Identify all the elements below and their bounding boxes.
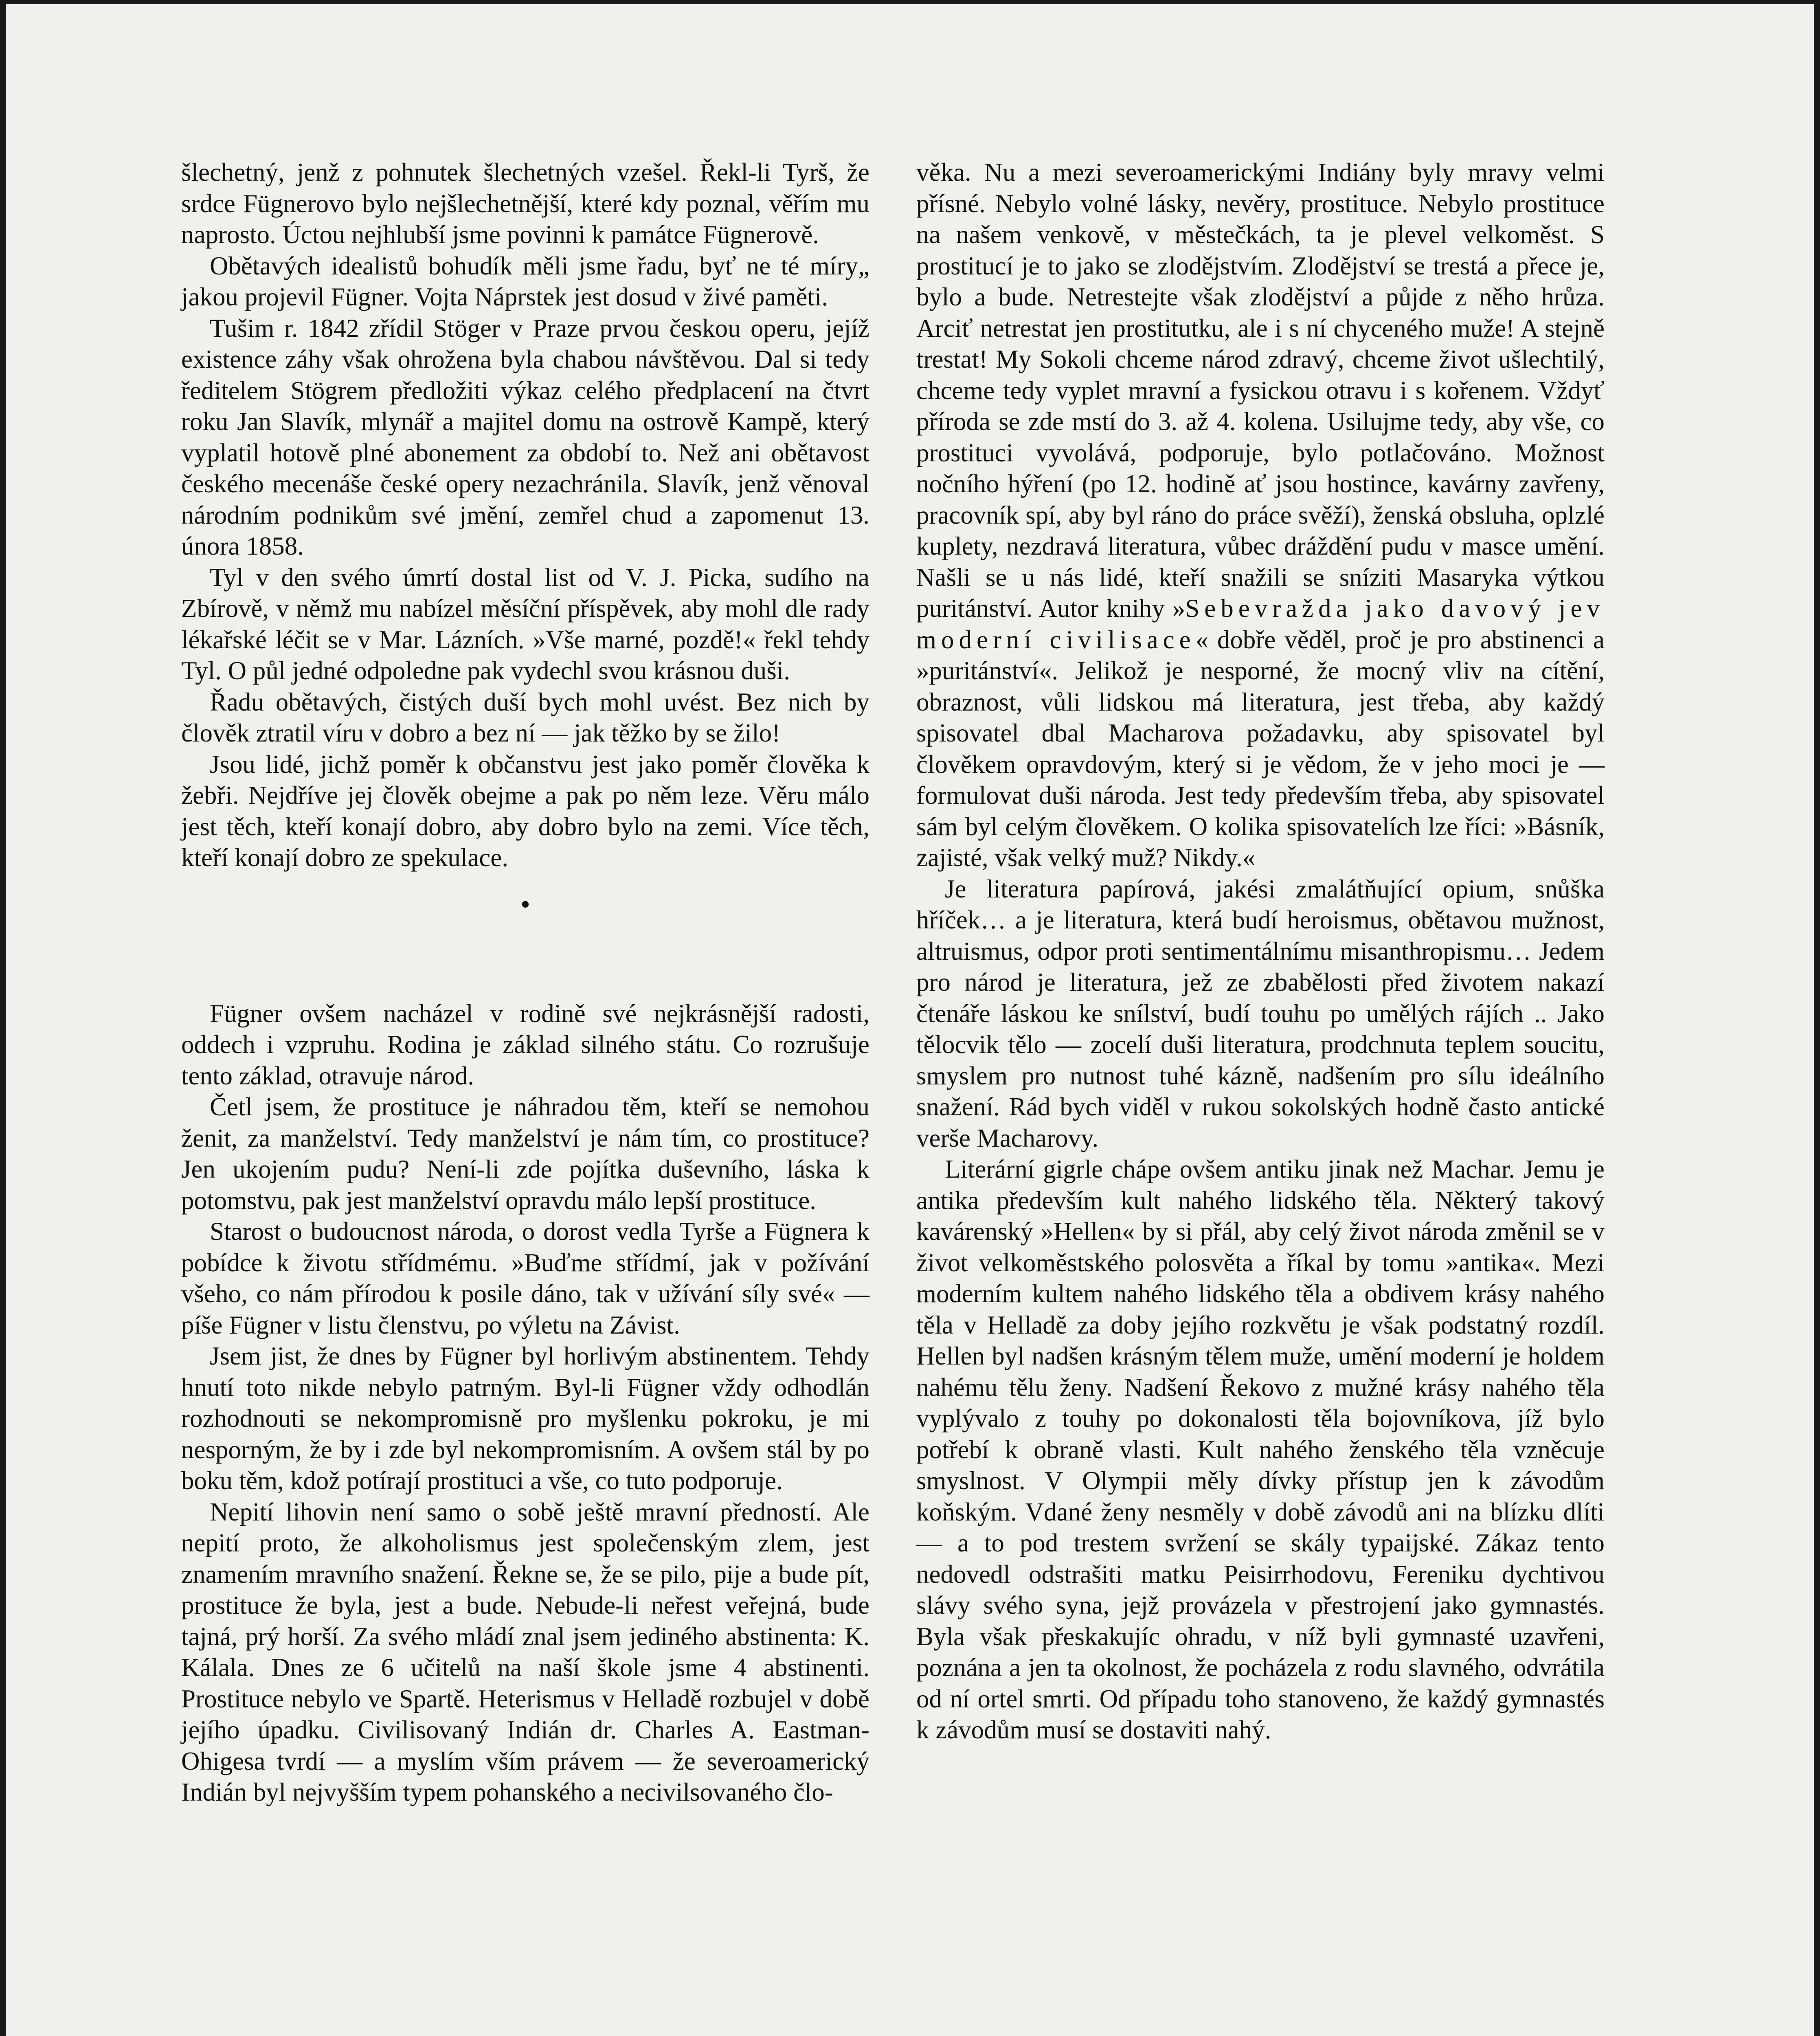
paragraph: Jsou lidé, jichž poměr k občanstvu jest jako poměr člověka k žebři. Nejdříve jej člověk obejme a pak po něm leze. Věru málo jest těch, kteří konají dobro, aby dobro bylo na zemi. Více těch, kteří konají dobro ze spekulace. (181, 750, 869, 872)
paragraph: Literární gigrle chápe ovšem antiku jinak než Machar. Jemu je antika především kult nahého lidského těla. Některý takový kavárenský »Hellen« by si přál, aby celý život národa změnil se v život velkoměstského polosvěta a říkal by tomu »antika«. Mezi moderním kultem nahého lidského těla a obdivem krásy nahého těla v Helladě za doby jejího rozkvětu je však podstatný rozdíl. Hellen byl nadšen krásným tělem muže, umění moderní je holdem nahému tělu ženy. Nadšení Řekovo z mužné krásy nahého těla vyplývalo z touhy po dokonalosti těla bojovníkova, jíž bylo potřebí k obraně vlasti. Kult nahého ženského těla vzněcuje smyslnost. V Olympii měly dívky přístup jen k závodům koňským. Vdané ženy nesměly v době závodů ani na blízku dlíti — a to pod trestem svržení se skály typaijské. Zákaz tento nedovedl odstrašiti matku Peisirrhodovu, Fereniku dychtivou slávy svého syna, jejž provázela v přestrojení jako gymnastés. Byla však přeskakujíc ohradu, v níž byli gymnasté uzavřeni, poznána a jen ta okolnost, že pocházela z rodu slavného, odvrátila od ní ortel smrti. Od případu toho stanoveno, že každý gymnastés k závodům musí se dostaviti nahý. (916, 1155, 1605, 1744)
paragraph: Starost o budoucnost národa, o dorost vedla Tyrše a Fügnera k pobídce k životu střídmému. »Buďme střídmí, jak v požívání všeho, co nám přírodou k posile dáno, tak v užívání síly své« — píše Fügner v listu členstvu, po výletu na Závist. (181, 1217, 869, 1339)
paragraph: Tyl v den svého úmrtí dostal list od V. J. Picka, sudího na Zbírově, v němž mu nabízel měsíční příspěvek, aby mohl dle rady lékařské léčit se v Mar. Lázních. »Vše marné, pozdě!« řekl tehdy Tyl. O půl jedné odpoledne pak vydechl svou krásnou duši. (181, 563, 869, 685)
paragraph (916, 157, 1605, 873)
paragraph: Tušim r. 1842 zřídil Stöger v Praze prvou českou operu, jejíž existence záhy však ohrožena byla chabou návštěvou. Dal si tedy ředitelem Stögrem předložiti výkaz celého předplacení na čtvrt roku Jan Slavík, mlynář a majitel domu na ostrově Kampě, který vyplatil hotově plné abonement za období to. Než ani obětavost českého mecenáše české opery nezachránila. Slavík, jenž věnoval národním podnikům své jmění, zemřel chud a zapomenut 13. února 1858. (181, 314, 869, 560)
book-page (6, 4, 1814, 2036)
paragraph: šlechetný, jenž z pohnutek šlechetných vzešel. Řekl-li Tyrš, že srdce Fügnerovo bylo nejšlechetnější, které kdy poznal, věřím mu naprosto. Úctou nejhlubší jsme povinni k památce Fügnerově. (181, 158, 869, 249)
left-column (181, 157, 869, 1808)
paragraph-text: « dobře věděl, proč je pro abstinenci a »puritánství«. Jelikož je nesporné, že mocný vliv na cítění, obraznost, vůli lidskou má literatura, jest třeba, aby každý spisovatel dbal Macharova požadavku, aby spisovatel byl člověkem opravdovým, který si je vědom, že v jeho moci je — formulovat duši národa. Jest tedy především třeba, aby spisovatel sám byl celým člověkem. O kolika spisovatelích lze říci: »Básník, zajisté, však velký muž? Nikdy.« (916, 625, 1605, 872)
paragraph: Fügner ovšem nacházel v rodině své nejkrásnější radosti, oddech i vzpruhu. Rodina je základ silného státu. Co rozrušuje tento základ, otravuje národ. (181, 999, 869, 1090)
paragraph: Je literatura papírová, jakési zmalátňující opium, snůška hříček… a je literatura, která budí heroismus, obětavou mužnost, altruismus, odpor proti sentimentálnímu misanthropismu… Jedem pro národ je literatura, jež ze zbabělosti před životem nakazí čtenáře láskou ke snílství, budí touhu po umělých rájích .. Jako tělocvik tělo — zocelí duši literatura, prodchnuta teplem soucitu, smyslem pro nutnost tuhé kázně, nadšením pro sílu ideálního snažení. Rád bych viděl v rukou sokolských hodně často antické verše Macharovy. (916, 874, 1605, 1152)
right-column (916, 157, 1605, 1746)
paragraph-text: věka. Nu a mezi severoamerickými Indiány byly mravy velmi přísné. Nebylo volné lásky, nevěry, prostituce. Nebylo prostituce na našem venkově, v městečkách, ta je plevel velkoměst. S prostitucí je to jako se zlodějstvím. Zlodějství se trestá a přece je, bylo a bude. Netrestejte však zlodějství a půjde z něho hrůza. Arciť netrestat jen prostitutku, ale i s ní chyceného muže! A stejně trestat! My Sokoli chceme národ zdravý, chceme život ušlechtilý, chceme tedy vyplet mravní a fysickou otravu i s kořenem. Vždyť příroda se zde mstí do 3. až 4. kolena. Usilujme tedy, aby vše, co prostituci vyvolává, podporuje, bylo potlačováno. Možnost nočního hýření (po 12. hodině ať jsou hostince, kavárny zavřeny, pracovník spí, aby byl ráno do práce svěží), ženská obsluha, oplzlé kuplety, nezdravá literatura, vůbec dráždění pudu v masce umění. Našli se u nás lidé, kteří snažili se sníziti Masaryka výtkou puritánství. Autor knihy » (916, 158, 1605, 623)
paragraph: Jsem jist, že dnes by Fügner byl horlivým abstinentem. Tehdy hnutí toto nikde nebylo patrným. Byl-li Fügner vždy odhodlán rozhodnouti se nekompromisně pro myšlenku pokroku, je mi nesporným, že by i zde byl nekompromisním. A ovšem stál by po boku těm, kdož potírají prostituci a vše, co tuto podporuje. (181, 1342, 869, 1495)
paragraph: Nepití lihovin není samo o sobě ještě mravní předností. Ale nepití proto, že alkoholismus jest společenským zlem, jest znamením mravního snažení. Řekne se, že se pilo, pije a bude pít, prostituce že byla, jest a bude. Nebude-li neřest veřejná, bude tajná, prý horší. Za svého mládí znal jsem jediného abstinenta: K. Kálala. Dnes ze 6 učitelů na naší škole jsme 4 abstinenti. Prostituce nebylo ve Spartě. Heterismus v Helladě rozbujel v době jejího úpadku. Civilisovaný Indián dr. Charles A. Eastman-Ohigesa tvrdí — a myslím vším právem — že severoamerický Indián byl nejvyšším typem pohanského a necivilsovaného člo- (181, 1497, 869, 1806)
section-separator: • (521, 891, 530, 918)
paragraph: Řadu obětavých, čistých duší bych mohl uvést. Bez nich by člověk ztratil víru v dobro a bez ní — jak těžko by se žilo! (181, 687, 869, 747)
section-gap (181, 936, 869, 998)
paragraph: Četl jsem, že prostituce je náhradou těm, kteří se nemohou ženit, za manželství. Tedy manželství je nám tím, co prostituce? Jen ukojením pudu? Není-li zde pojítka duševního, láska k potomstvu, pak jest manželství opravdu málo lepší prostituce. (181, 1093, 869, 1215)
paragraph: Obětavých idealistů bohudík měli jsme řadu, byť ne té míry„ jakou projevil Fügner. Vojta Náprstek jest dosud v živé paměti. (181, 251, 869, 311)
book-title: Sebevražda jako davový jev moderní civilisace (916, 594, 1605, 654)
